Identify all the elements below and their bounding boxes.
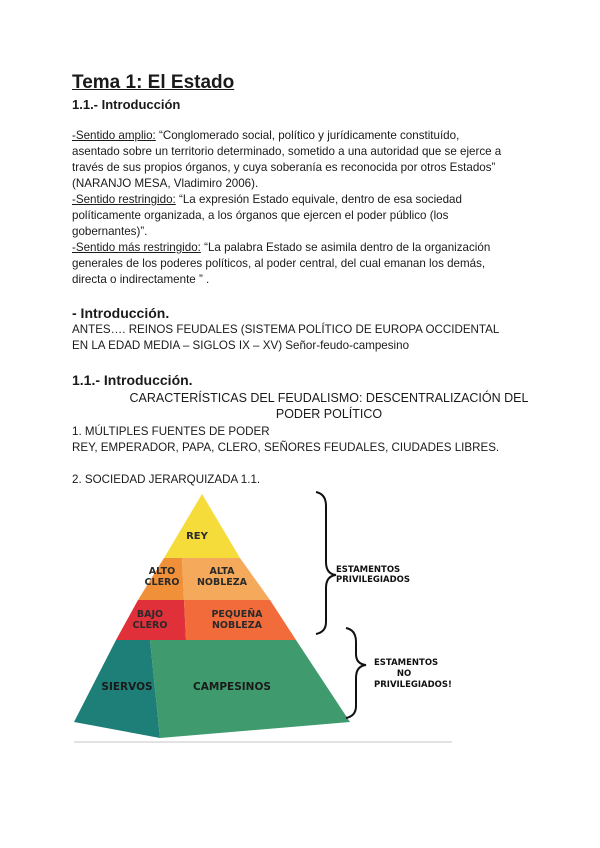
label-no-privilegiados-1: ESTAMENTOS	[374, 658, 439, 668]
label-privilegiados-1: ESTAMENTOS	[336, 565, 401, 575]
sentido-mas-restringido-line3: directa o indirectamente ” .	[72, 273, 210, 286]
sentido-amplio-label: -Sentido amplio:	[72, 129, 156, 142]
label-pequena-nobleza-2: NOBLEZA	[211, 620, 263, 631]
sentido-mas-restringido-line2: generales de los poderes políticos, al poder central, del cual emanan los demás,	[72, 257, 486, 270]
bracket-privilegiados	[316, 492, 336, 634]
label-no-privilegiados-2: NO	[396, 669, 412, 679]
sentido-restringido-line2: políticamente organizada, a los órganos que ejercen el poder público (los	[72, 209, 449, 222]
sentido-mas-restringido-line1: “La palabra Estado se asimila dentro de la organización	[200, 241, 491, 254]
page-title: Tema 1: El Estado	[72, 72, 235, 93]
pyramid-tier-rey	[164, 494, 240, 558]
item-multiples-fuentes: 1. MÚLTIPLES FUENTES DE PODER	[72, 425, 270, 438]
label-siervos: SIERVOS	[101, 681, 153, 693]
sentido-restringido-line3: gobernantes)”.	[72, 225, 148, 238]
feudalismo-title-line1: CARACTERÍSTICAS DEL FEUDALISMO: DESCENTRALIZACIÓN DEL	[129, 391, 529, 405]
label-alta-nobleza-2: NOBLEZA	[196, 577, 248, 588]
sentido-amplio-line4: (NARANJO MESA, Vladimiro 2006).	[72, 177, 259, 190]
section-heading-introduccion-3: 1.1.- Introducción.	[72, 372, 193, 388]
label-bajo-clero-2: CLERO	[132, 620, 168, 631]
label-campesinos: CAMPESINOS	[193, 681, 271, 693]
antes-line2: EN LA EDAD MEDIA – SIGLOS IX – XV) Señor-feudo-campesino	[72, 339, 410, 352]
label-rey: REY	[186, 531, 208, 542]
antes-line1: ANTES…. REINOS FEUDALES (SISTEMA POLÍTICO DE EUROPA OCCIDENTAL	[72, 323, 500, 336]
sentido-amplio-line3: través de sus propios órganos, y cuya soberanía es reconocida por otros Estados”	[72, 161, 496, 174]
item-sociedad-jerarquizada: 2. SOCIEDAD JERARQUIZADA 1.1.	[72, 473, 261, 486]
label-no-privilegiados-3: PRIVILEGIADOS!	[374, 680, 452, 690]
item-multiples-fuentes-detail: REY, EMPERADOR, PAPA, CLERO, SEÑORES FEUDALES, CIUDADES LIBRES.	[72, 441, 500, 454]
section-heading-introduccion: 1.1.- Introducción	[72, 97, 181, 112]
label-alto-clero-2: CLERO	[144, 577, 180, 588]
label-alta-nobleza-1: ALTA	[209, 566, 235, 577]
sentido-restringido-label: -Sentido restringido:	[72, 193, 176, 206]
feudalismo-title-line2: PODER POLÍTICO	[275, 407, 383, 421]
label-bajo-clero-1: BAJO	[136, 609, 164, 620]
section-heading-introduccion-2: - Introducción.	[72, 305, 170, 321]
label-alto-clero-1: ALTO	[148, 566, 176, 577]
sentido-restringido-line1: “La expresión Estado equivale, dentro de esa sociedad	[175, 193, 462, 206]
label-privilegiados-2: PRIVILEGIADOS	[336, 575, 411, 585]
bracket-no-privilegiados	[346, 628, 366, 718]
sentido-amplio-line2: asentado sobre un territorio determinado, sometido a una autoridad que se ejerce a	[72, 145, 502, 158]
sentido-mas-restringido-label: -Sentido más restringido:	[72, 241, 201, 254]
label-pequena-nobleza-1: PEQUEÑA	[211, 609, 263, 620]
sentido-amplio-line1: “Conglomerado social, político y jurídicamente constituído,	[155, 129, 460, 142]
